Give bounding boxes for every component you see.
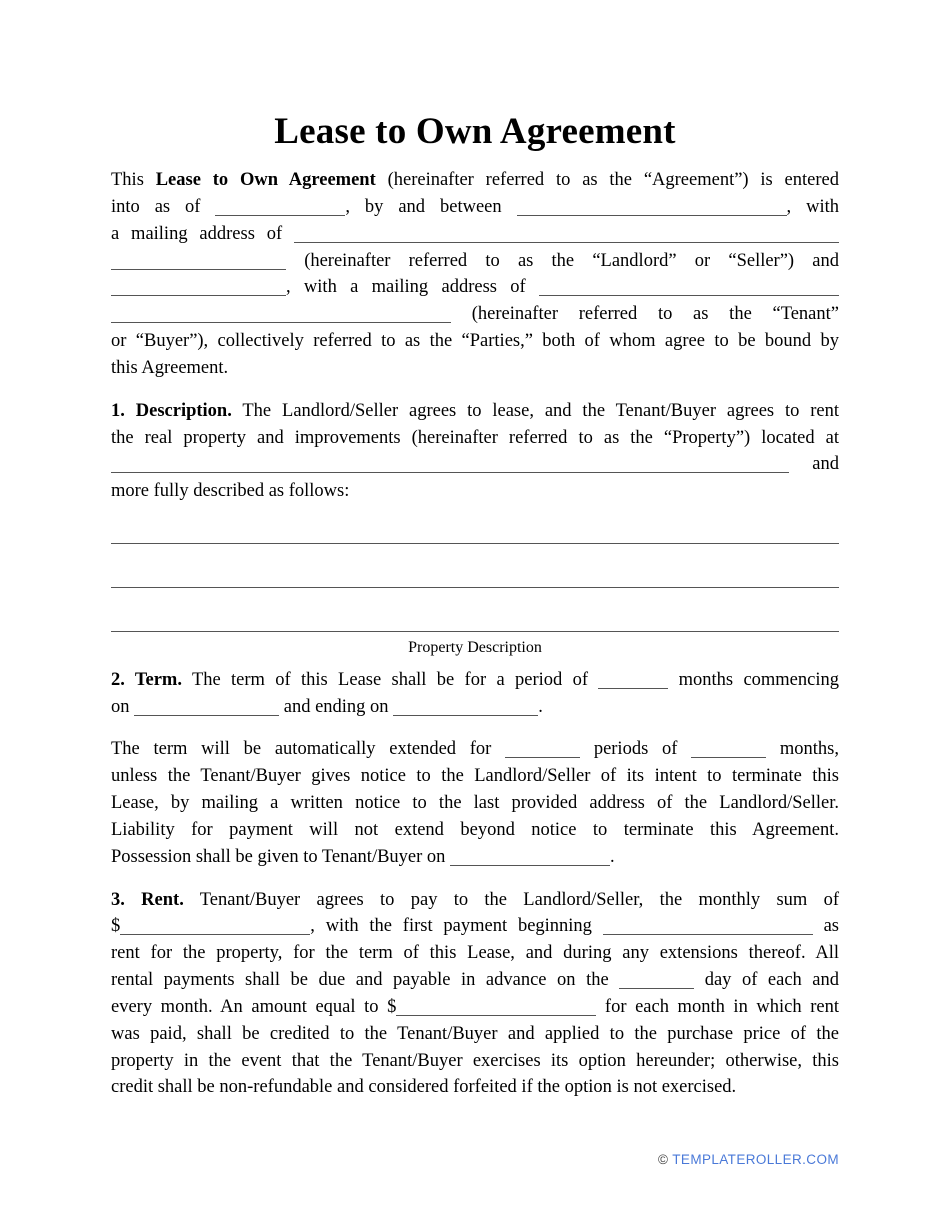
blank-first-payment-date[interactable] — [603, 933, 813, 935]
property-description-row-3 — [111, 610, 839, 637]
copyright-symbol: © — [657, 1152, 669, 1167]
agreement-name-bold: Lease to Own Agreement — [155, 170, 376, 190]
term-heading: 2. Term. — [111, 669, 182, 690]
blank-extension-months[interactable] — [691, 756, 766, 758]
property-description-row-2 — [111, 566, 839, 593]
blank-due-day[interactable] — [619, 987, 694, 989]
blank-tenant-address-1[interactable] — [539, 294, 839, 296]
extension-line-4: Liability for payment will not extend beyond notice to terminate this Agreement. — [111, 819, 839, 840]
description-line-3: and — [111, 451, 839, 478]
intro-line-1: This Lease to Own Agreement (hereinafter referred to as the “Agreement”) is entered — [111, 170, 839, 190]
blank-commencement-date[interactable] — [134, 714, 279, 716]
blank-monthly-rent[interactable] — [120, 933, 310, 935]
rent-line-1: 3. Rent. Tenant/Buyer agrees to pay to the Landlord/Seller, the monthly sum of — [111, 889, 839, 910]
rent-line-6: was paid, shall be credited to the Tenant/Buyer and applied to the purchase price of the — [111, 1023, 839, 1044]
intro-line-6: (hereinafter referred to as the “Tenant” — [111, 301, 839, 328]
blank-tenant-address-2[interactable] — [111, 321, 451, 323]
rent-line-3: rent for the property, for the term of this Lease, and during any extensions thereof. All — [111, 943, 839, 964]
footer — [658, 1151, 839, 1169]
blank-landlord-name[interactable] — [517, 214, 787, 216]
property-description-label: Property Description — [408, 638, 542, 656]
blank-extension-periods[interactable] — [505, 756, 580, 758]
templateroller-link[interactable]: TEMPLATEROLLER.COM — [672, 1152, 839, 1167]
description-paragraph — [111, 398, 839, 505]
extension-paragraph — [111, 736, 839, 870]
extension-line-1: The term will be automatically extended for periods of months, — [111, 739, 839, 760]
description-line-4: more fully described as follows: — [111, 481, 350, 502]
rent-line-5: every month. An amount equal to $ for each month in which rent — [111, 996, 839, 1017]
property-description-row-1 — [111, 522, 839, 549]
blank-property-description-2[interactable] — [111, 586, 839, 588]
rent-line-8: credit shall be non-refundable and considered forfeited if the option is not exercised. — [111, 1077, 737, 1098]
blank-term-months[interactable] — [598, 687, 668, 689]
rent-line-2: $ , with the first payment beginning as — [111, 916, 839, 937]
description-heading: 1. Description. — [111, 400, 232, 421]
blank-landlord-address-1[interactable] — [294, 241, 839, 243]
blank-property-description-3[interactable] — [111, 630, 839, 632]
term-line-1: 2. Term. The term of this Lease shall be for a period of months commencing — [111, 669, 839, 690]
blank-property-address[interactable] — [111, 471, 789, 473]
page-title: Lease to Own Agreement — [274, 111, 676, 152]
intro-line-4: (hereinafter referred to as the “Landlord” or “Seller”) and — [111, 248, 839, 275]
intro-paragraph — [111, 167, 839, 382]
intro-line-7: or “Buyer”), collectively referred to as the “Parties,” both of whom agree to be bound by — [111, 331, 839, 352]
blank-agreement-date[interactable] — [215, 214, 345, 216]
extension-line-5: Possession shall be given to Tenant/Buyer on . — [111, 846, 615, 867]
intro-line-2: into as of , by and between , with — [111, 196, 839, 217]
blank-end-date[interactable] — [393, 714, 538, 716]
term-paragraph — [111, 667, 839, 721]
rent-line-4: rental payments shall be due and payable in advance on the day of each and — [111, 970, 840, 991]
blank-landlord-address-2[interactable] — [111, 268, 286, 270]
blank-tenant-name[interactable] — [111, 294, 286, 296]
blank-property-description-1[interactable] — [111, 542, 839, 544]
description-line-2: the real property and improvements (hereinafter referred to as the “Property”) located at — [111, 427, 839, 448]
document-body — [111, 0, 839, 1101]
intro-line-5: , with a mailing address of — [111, 274, 839, 301]
rent-paragraph — [111, 887, 839, 1102]
intro-line-8: this Agreement. — [111, 357, 229, 378]
description-line-1: 1. Description. The Landlord/Seller agrees to lease, and the Tenant/Buyer agrees to rent — [111, 400, 839, 421]
extension-line-2: unless the Tenant/Buyer gives notice to the Landlord/Seller of its intent to terminate this — [111, 766, 839, 787]
blank-rent-credit[interactable] — [396, 1014, 596, 1016]
intro-line-3: a mailing address of — [111, 221, 839, 248]
blank-possession-date[interactable] — [450, 864, 610, 866]
term-line-2: on and ending on . — [111, 696, 543, 717]
extension-line-3: Lease, by mailing a written notice to the last provided address of the Landlord/Seller. — [111, 793, 839, 814]
rent-line-7: property in the event that the Tenant/Buyer exercises its option hereunder; otherwise, this — [111, 1050, 839, 1071]
rent-heading: 3. Rent. — [111, 889, 184, 910]
